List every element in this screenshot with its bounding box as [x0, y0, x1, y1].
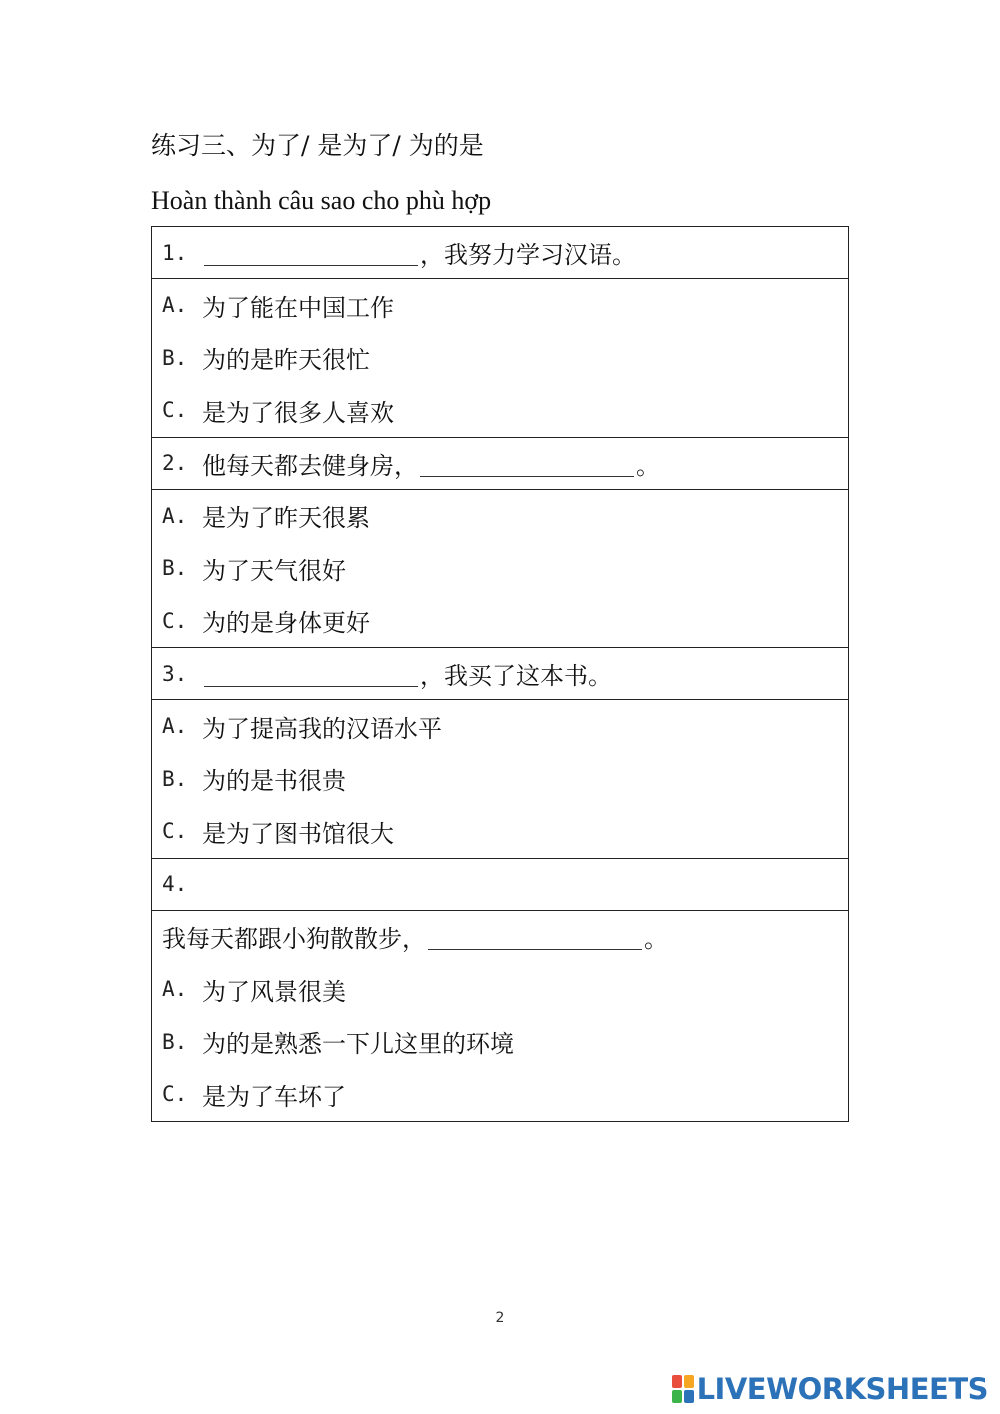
option-letter: C.: [162, 398, 188, 423]
option-letter: B.: [162, 345, 188, 370]
answer-blank-2[interactable]: [420, 450, 634, 477]
option-text: 为了风景很美: [202, 977, 346, 1006]
brand-name: LIVEWORKSHEETS: [696, 1372, 988, 1406]
option-letter: B.: [162, 556, 188, 581]
answer-blank-3[interactable]: [204, 660, 418, 687]
question-4-row: [152, 859, 848, 911]
question-1-row: [152, 227, 848, 279]
option-letter: C.: [162, 819, 188, 844]
option-a[interactable]: [162, 963, 848, 1016]
question-number: 2.: [162, 451, 188, 475]
question-text: ，我努力学习汉语。: [420, 241, 636, 269]
option-c[interactable]: [162, 595, 848, 648]
option-a[interactable]: [162, 279, 848, 332]
question-text-end: 。: [644, 925, 668, 954]
option-b[interactable]: [162, 1016, 848, 1069]
option-text: 是为了昨天很累: [202, 504, 370, 533]
option-b[interactable]: [162, 332, 848, 385]
option-text: 为的是书很贵: [202, 767, 346, 796]
question-4-options: [152, 911, 848, 1121]
option-letter: A.: [162, 293, 188, 318]
option-c[interactable]: [162, 1068, 848, 1121]
option-c[interactable]: [162, 384, 848, 437]
option-text: 为的是昨天很忙: [202, 346, 370, 375]
question-3-options: [152, 700, 848, 859]
exercise-instruction: Hoàn thành câu sao cho phù hợp: [151, 186, 492, 215]
question-number: 1.: [162, 240, 188, 265]
option-b[interactable]: [162, 542, 848, 595]
option-letter: A.: [162, 977, 188, 1002]
option-text: 是为了很多人喜欢: [202, 398, 394, 427]
question-2-options: [152, 490, 848, 649]
question-number: 3.: [162, 661, 188, 686]
question-text-end: 。: [636, 451, 660, 480]
question-2-row: [152, 438, 848, 490]
liveworksheets-logo: [672, 1372, 988, 1406]
option-c[interactable]: [162, 805, 848, 858]
option-letter: C.: [162, 1082, 188, 1107]
question-text: 他每天都去健身房，: [202, 451, 418, 480]
option-text: 是为了图书馆很大: [202, 819, 394, 848]
option-a[interactable]: [162, 700, 848, 753]
option-a[interactable]: [162, 490, 848, 543]
option-letter: B.: [162, 766, 188, 791]
exercise-table: [151, 226, 849, 1122]
option-text: 为了能在中国工作: [202, 293, 394, 322]
option-text: 为了提高我的汉语水平: [202, 714, 442, 743]
exercise-title: 练习三、为了/ 是为了/ 为的是: [151, 131, 484, 160]
question-1-options: [152, 279, 848, 438]
liveworksheets-icon: [672, 1375, 694, 1403]
option-text: 为的是身体更好: [202, 609, 370, 638]
option-letter: C.: [162, 608, 188, 633]
question-3-row: [152, 648, 848, 700]
question-text: 我每天都跟小狗散散步，: [162, 925, 426, 954]
question-number: 4.: [162, 872, 188, 896]
answer-blank-1[interactable]: [204, 239, 418, 266]
option-letter: A.: [162, 503, 188, 528]
page-number: 2: [495, 1310, 505, 1326]
question-4-stem: [162, 911, 848, 964]
option-b[interactable]: [162, 753, 848, 806]
question-text: ，我买了这本书。: [420, 662, 612, 690]
answer-blank-4[interactable]: [428, 923, 642, 950]
option-text: 是为了车坏了: [202, 1082, 346, 1111]
option-text: 为了天气很好: [202, 556, 346, 585]
option-letter: B.: [162, 1029, 188, 1054]
option-text: 为的是熟悉一下儿这里的环境: [202, 1030, 514, 1059]
option-letter: A.: [162, 714, 188, 739]
